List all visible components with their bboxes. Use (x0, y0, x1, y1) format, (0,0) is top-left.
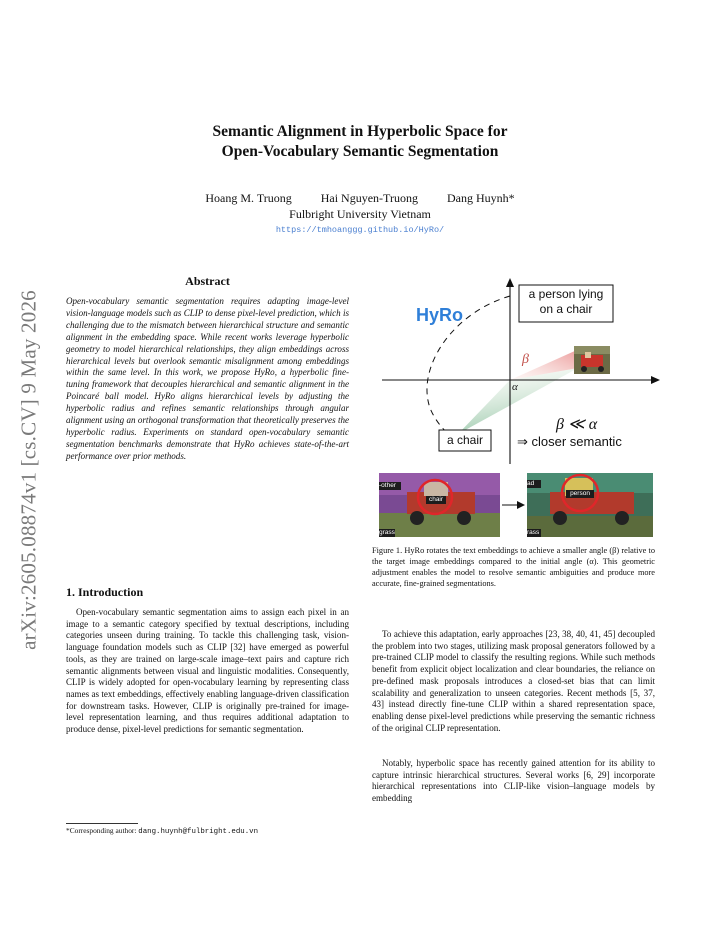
seg-label: -other (379, 482, 396, 489)
target-image-thumbnail (574, 346, 610, 374)
seg-label: ad (527, 480, 535, 487)
paper-title: Semantic Alignment in Hyperbolic Space for Open-Vocabulary Semantic Segmentation (212, 123, 508, 160)
abstract-text: Open-vocabulary semantic segmentation requires adapting image-level vision-language models such as CLIP to dense pixel-level prediction, which is challenging due to the mismatch between hierarchical structure and semantic alignment in the embedding space. While recent works leverage hyperbolic geometry to model hierarchical relationships, they align embeddings across hierarchical levels but overlook semantic misalignment among embeddings within the same level. In this work, we propose HyRo, a hyperbolic fine-tuning framework that decouples hierarchical and semantic alignment in the Poincaré ball model. HyRo aligns hierarchical levels by adjusting the hyperbolic radius and refines semantic relationships through angular alignment using an orthogonal transformation that theoretically preserves the hyperbolic radius. Experiments on standard open-vocabulary semantic segmentation benchmarks demonstrate that HyRo achieves state-of-the-art performance over prior methods. (66, 296, 349, 461)
affiliation: Fulbright University Vietnam (289, 207, 431, 221)
relation-label: β ≪ α (556, 416, 598, 433)
seg-label: chair (428, 496, 444, 503)
seg-label: person (570, 490, 590, 497)
introduction-text: Open-vocabulary semantic segmentation aims to assign each pixel in an image to a semantic category specified by textual descriptions, including categories unseen during training. To tackle this challenging task, vision-language foundation models such as CLIP [32] have emerged as powerful tools, as they are trained on large-scale image–text pairs and capture rich semantic alignments between visual and linguistic modalities. Consequently, CLIP is widely adopted for open-vocabulary learning by representing class names as text embeddings, effectively enabling language-driven classification for downstream tasks. However, CLIP is originally pre-trained for image-level representation learning, and thus requires additional adaptation to produce dense, pixel-level predictions for semantic segmentation. (66, 607, 349, 735)
closer-semantic-label: ⇒ closer semantic (517, 434, 622, 449)
axis-arrow-right (651, 376, 660, 384)
footnote-rule (66, 823, 138, 824)
text-box-top-label: a person lying on a chair (528, 287, 604, 316)
author-name: Hoang M. Truong (205, 191, 292, 205)
author-list (120, 191, 600, 206)
transform-arrowhead (517, 501, 525, 509)
figure-caption: Figure 1. HyRo rotates the text embeddings to achieve a smaller angle (β) relative to the target image embeddings compared to the initial angle (α). This geometric adjustment enables the model to resolve semantic ambiguities and produce more accurate, fine-grained segmentations. (372, 546, 655, 588)
text-box-bottom-label: a chair (446, 433, 484, 447)
hyro-logo: HyRo (416, 305, 464, 325)
arxiv-identifier: arXiv:2605.08874v1 [cs.CV] 9 May 2026 (16, 290, 41, 650)
alpha-label: α (512, 381, 518, 393)
beta-label: β (522, 352, 529, 367)
seg-label: grass (379, 529, 395, 536)
project-url[interactable]: https://tmhoanggg.github.io/HyRo/ (275, 225, 445, 235)
figure-1 (372, 268, 662, 540)
body-paragraph: Notably, hyperbolic space has recently gained attention for its ability to capture intrinsic hierarchical structures. Several works [6, 29] incorporate hierarchical representations into CLIP-like vision–language models by embedding (372, 758, 655, 804)
axis-arrow-up (506, 278, 514, 287)
author-name: Dang Huynh* (446, 191, 515, 205)
abstract-heading: Abstract (185, 274, 230, 288)
seg-label: rass (527, 529, 540, 536)
footnote-email[interactable]: dang.huynh@fulbright.edu.vn (138, 828, 259, 836)
body-paragraph: To achieve this adaptation, early approaches [23, 38, 40, 41, 45] decoupled the problem into two stages, utilizing mask proposal generators followed by a pre-trained CLIP model to classify the resulting regions. While such methods benefit from explicit object localization and clear boundaries, the reliance on pre-defined mask proposals introduces a closed-set bias that can limit scalability and generalization to unseen categories. Recent methods [5, 37, 43] instead directly fine-tune CLIP within a shared representation space, enabling dense pixel-level predictions while preserving the semantic richness of the original CLIP representation. (372, 629, 655, 733)
author-name: Hai Nguyen-Truong (320, 191, 418, 205)
footnote: *Corresponding author: dang.huynh@fulbright.edu.vn (66, 826, 259, 836)
segmentation-after (527, 473, 653, 537)
introduction-heading: 1. Introduction (66, 585, 144, 599)
